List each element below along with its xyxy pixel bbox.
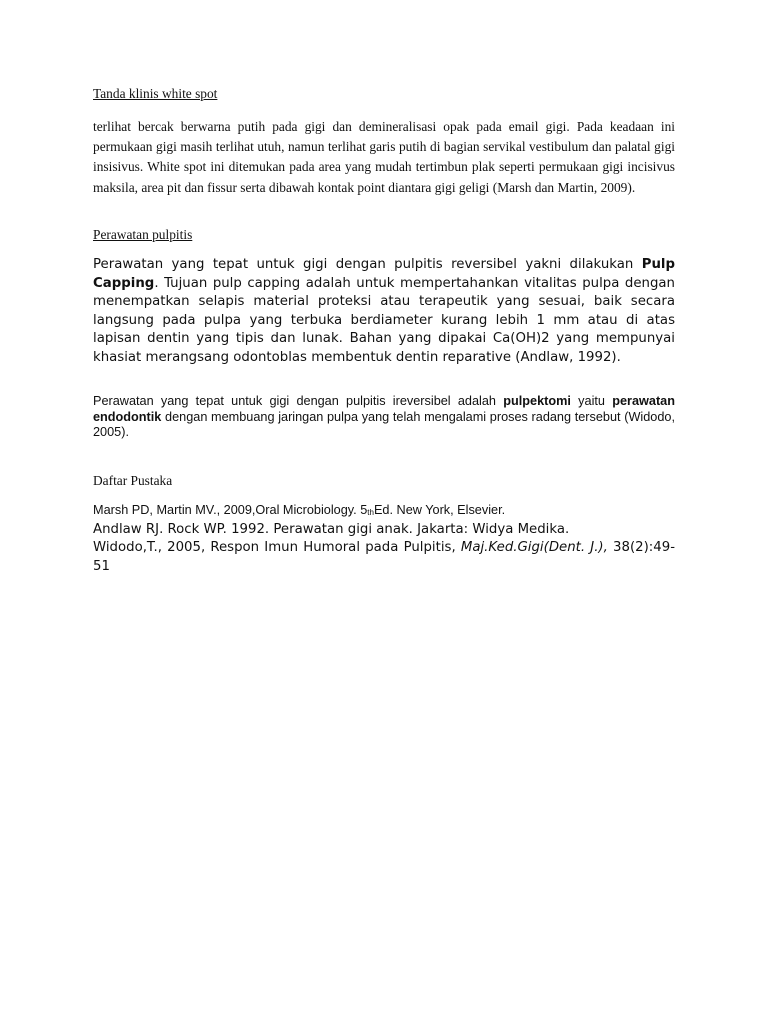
text-run: 38(2):49-51 bbox=[93, 540, 675, 574]
reference-item-marsh bbox=[93, 503, 675, 521]
text-run: Perawatan yang tepat untuk gigi dengan pulpitis ireversibel adalah bbox=[93, 394, 504, 408]
reference-list bbox=[93, 503, 675, 576]
bold-term-pulpektomi: pulpektomi bbox=[503, 394, 571, 408]
reference-item-widodo bbox=[93, 539, 675, 576]
paragraph-white-spot: terlihat bercak berwarna putih pada gigi dan demineralisasi opak pada email gigi. Pada keadaan ini permukaan gigi masih terlihat utuh, namun terlihat garis putih di bagian servikal vestibulum dan palatal gigi insisivus. White spot ini ditemukan pada area yang mudah tertimbun plak seperti permukaan gigi incisivus maksila, area pit dan fissur serta dibawah kontak point diantara gigi geligi (Marsh dan Martin, 2009). bbox=[93, 119, 675, 195]
journal-title: Maj.Ked.Gigi(Dent. J.), bbox=[460, 540, 608, 556]
text-run: Widodo,T., 2005, Respon Imun Humoral pada Pulpitis, bbox=[93, 540, 461, 556]
section-heading-perawatan-pulpitis: Perawatan pulpitis bbox=[93, 227, 193, 242]
section-heading-white-spot: Tanda klinis white spot bbox=[93, 86, 218, 101]
paragraph-pulpektomi bbox=[93, 394, 675, 441]
bold-term-pulp-capping: Pulp Capping bbox=[93, 257, 675, 291]
text-run: Perawatan yang tepat untuk gigi dengan pulpitis reversibel yakni dilakukan bbox=[93, 257, 642, 272]
reference-item-andlaw: Andlaw RJ. Rock WP. 1992. Perawatan gigi anak. Jakarta: Widya Medika. bbox=[93, 521, 570, 537]
references-heading: Daftar Pustaka bbox=[93, 473, 173, 488]
text-run: . Tujuan pulp capping adalah untuk mempertahankan vitalitas pulpa dengan menempatkan selapis material proteksi atau terapeutik yang sesuai, baik secara langsung pada pulpa yang terbuka berdiameter kurang lebih 1 mm atau di atas lapisan dentin yang tipis dan lunak. Bahan yang dipakai Ca(OH)2 yang mempunyai khasiat merangsang odontoblas membentuk dentin reparative (Andlaw, 1992). bbox=[93, 275, 675, 365]
edition-subscript: th bbox=[367, 508, 374, 517]
text-run: yaitu bbox=[570, 394, 613, 408]
text-run: Ed. New York, Elsevier. bbox=[373, 503, 506, 517]
paragraph-pulp-capping bbox=[93, 256, 675, 368]
bold-term-perawatan-endodontik: perawatan endodontik bbox=[93, 394, 675, 424]
text-run: dengan membuang jaringan pulpa yang telah mengalami proses radang tersebut (Widodo, 2005). bbox=[93, 409, 675, 440]
text-run: Marsh PD, Martin MV., 2009,Oral Microbiology. 5 bbox=[93, 503, 368, 517]
